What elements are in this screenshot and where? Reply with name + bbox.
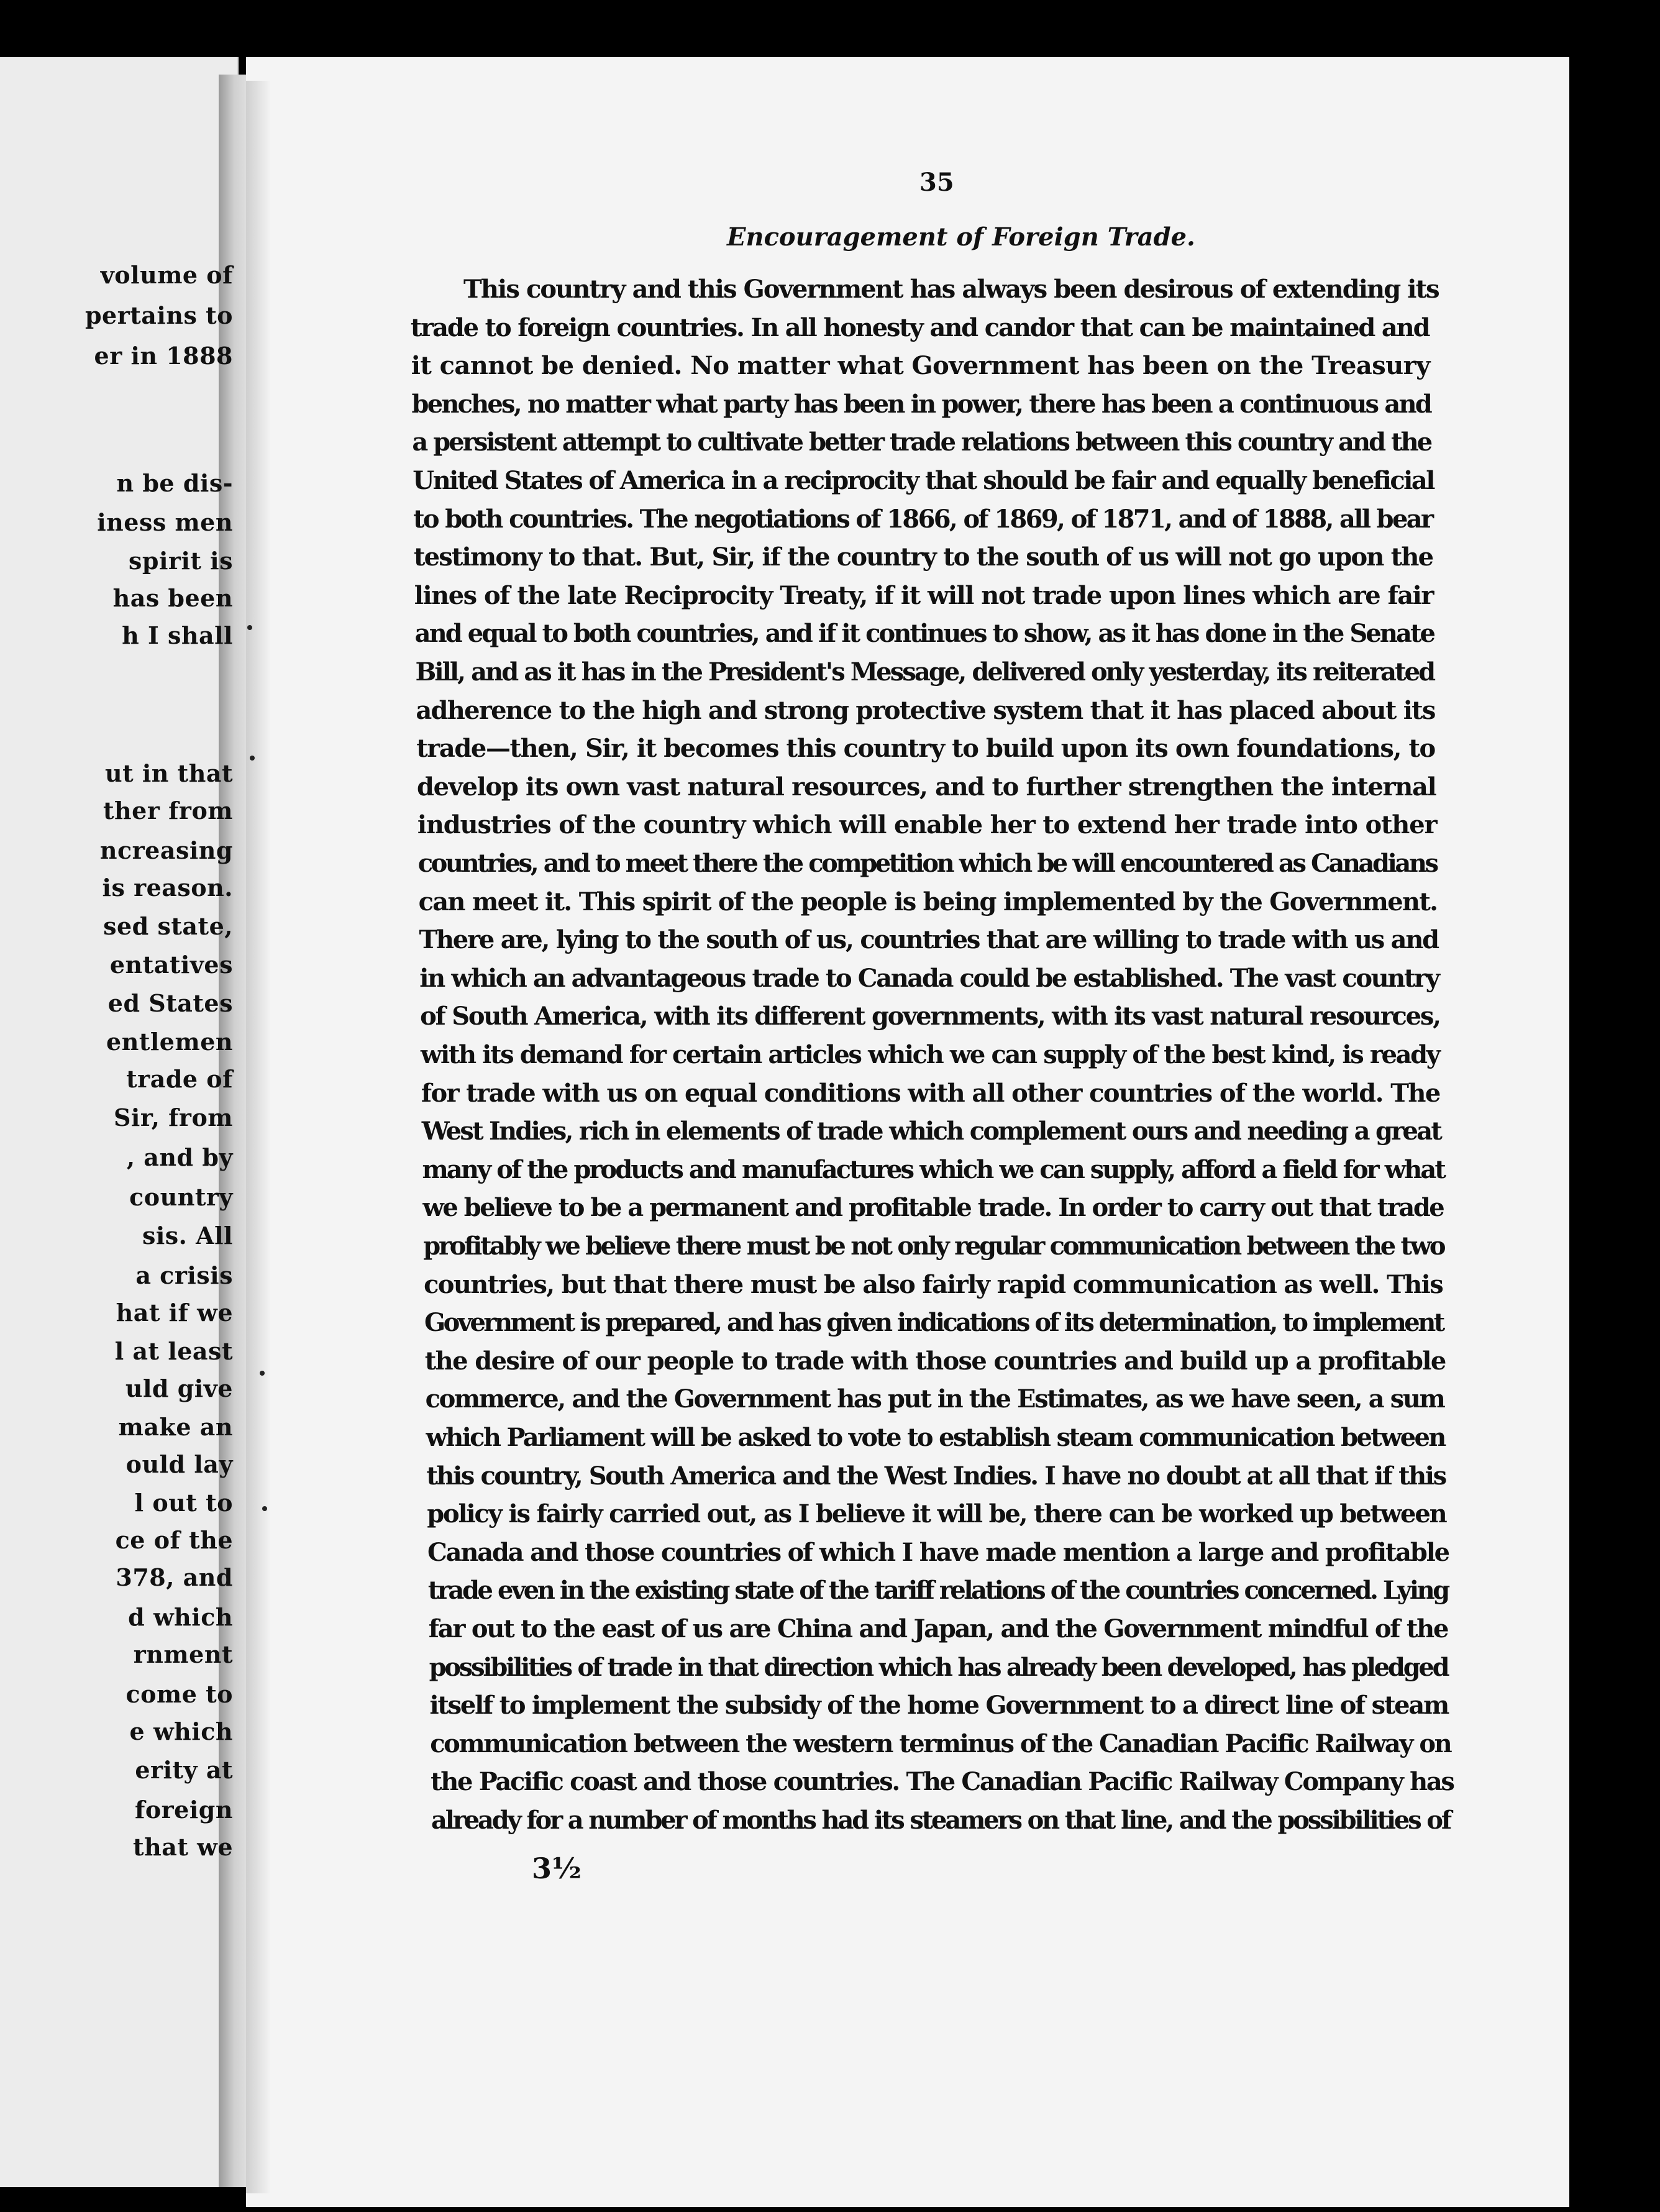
body-line: Canada and those countries of which I have made mention a large and profitable (427, 1537, 1449, 1567)
previous-page-line: ce of the (115, 1526, 233, 1554)
previous-page-line: is reason. (102, 874, 233, 902)
body-line: United States of America in a reciprocity that should be fair and equally beneficial (413, 466, 1434, 495)
body-line: Bill, and as it has in the President's Message, delivered only yesterday, its reiterated (415, 657, 1434, 687)
previous-page-line: Sir, from (113, 1104, 233, 1131)
binding-mark (262, 1506, 267, 1511)
previous-page-line: pertains to (84, 301, 233, 329)
previous-page-line: er in 1888 (94, 342, 233, 370)
body-line: which Parliament will be asked to vote to establish steam communication between (426, 1423, 1445, 1452)
body-line: of South America, with its different governments, with its vast natural resources, (420, 1002, 1440, 1031)
body-line: the desire of our people to trade with those countries and build up a profitable (424, 1346, 1446, 1376)
body-line: with its demand for certain articles which we can supply of the best kind, is ready (421, 1040, 1439, 1069)
previous-page-line: entatives (109, 951, 233, 979)
previous-page-line: e which (129, 1717, 233, 1745)
body-line: itself to implement the subsidy of the home Government to a direct line of steam (429, 1691, 1449, 1721)
previous-page-line: country (129, 1183, 233, 1211)
running-head: Encouragement of Foreign Trade. (727, 222, 1195, 252)
body-line: the Pacific coast and those countries. The Canadian Pacific Railway Company has (431, 1767, 1454, 1797)
binding-mark (247, 625, 252, 630)
body-line: benches, no matter what party has been in power, there has been a continuous and (411, 389, 1431, 419)
body-line: This country and this Government has always been desirous of extending its (463, 275, 1439, 304)
body-line: industries of the country which will enable her to extend her trade into other (417, 810, 1437, 840)
previous-page-line: make an (118, 1413, 233, 1441)
body-line: possibilities of trade in that direction which has already been developed, has pledged (429, 1652, 1448, 1682)
body-line: lines of the late Reciprocity Treaty, if it will not trade upon lines which are fair (414, 580, 1433, 610)
body-line: testimony to that. But, Sir, if the country to the south of us will not go upon the (413, 542, 1433, 572)
body-line: this country, South America and the West Indies. I have no doubt at all that if this (426, 1461, 1446, 1491)
previous-page-line: volume of (100, 261, 233, 289)
body-line: we believe to be a permanent and profitable trade. In order to carry out that trade (422, 1193, 1444, 1223)
previous-page-line: foreign (134, 1796, 233, 1824)
previous-page-line: trade of (126, 1065, 233, 1093)
previous-page-line: has been (112, 584, 233, 612)
body-line: in which an advantageous trade to Canada could be established. The vast country (419, 963, 1439, 993)
previous-page-line: l out to (134, 1489, 233, 1517)
previous-page-line: ed States (107, 989, 233, 1017)
body-line: and equal to both countries, and if it continues to show, as it has done in the Senate (414, 619, 1434, 649)
body-line: communication between the western terminus of the Canadian Pacific Railway on (430, 1729, 1451, 1758)
body-line: can meet it. This spirit of the people is being implemented by the Government. (418, 887, 1438, 916)
previous-page-line: d which (128, 1603, 233, 1631)
body-line: trade to foreign countries. In all honesty and candor that can be maintained and (410, 313, 1430, 342)
previous-page-line: l at least (114, 1337, 233, 1365)
signature-mark: 3½ (532, 1852, 581, 1885)
body-line: profitably we believe there must be not only regular communication between the two (423, 1232, 1444, 1261)
body-line: West Indies, rich in elements of trade which complement ours and needing a great (421, 1117, 1441, 1146)
previous-page-line: a crisis (135, 1261, 233, 1289)
previous-page-line: 378, and (116, 1563, 233, 1591)
previous-page-line: sed state, (103, 912, 233, 940)
body-line: many of the products and manufactures which we can supply, afford a field for what (422, 1154, 1444, 1184)
body-line: a persistent attempt to cultivate better trade relations between this country and the (412, 427, 1431, 457)
body-line: for trade with us on equal conditions with all other countries of the world. The (421, 1078, 1440, 1108)
body-line: policy is fairly carried out, as I believe it will be, there can be worked up between (427, 1499, 1446, 1529)
previous-page-line: iness men (97, 508, 233, 536)
previous-page-line: ncreasing (99, 836, 233, 864)
body-line: countries, and to meet there the competition which be will encountered as Canadians (417, 849, 1437, 878)
body-line: already for a number of months had its steamers on that line, and the possibilities of (431, 1806, 1450, 1835)
body-line: adherence to the high and strong protective system that it has placed about its (416, 695, 1435, 725)
previous-page-line: hat if we (116, 1299, 233, 1327)
page-shadow (246, 81, 271, 2193)
previous-page-line: h I shall (122, 621, 233, 649)
previous-page-line: rnment (133, 1640, 233, 1668)
previous-page-line: n be dis- (116, 469, 233, 497)
body-line: Government is prepared, and has given indications of its determination, to implement (424, 1308, 1443, 1338)
body-line: far out to the east of us are China and Japan, and the Government mindful of the (428, 1614, 1448, 1643)
body-line: commerce, and the Government has put in the Estimates, as we have seen, a sum (425, 1384, 1444, 1414)
previous-page-line: ould lay (125, 1450, 233, 1478)
body-line: trade even in the existing state of the tariff relations of the countries concerned. Lying (427, 1576, 1448, 1606)
previous-page-line: ther from (103, 797, 233, 825)
binding-mark (260, 1371, 265, 1376)
body-line: develop its own vast natural resources, and to further strengthen the internal (417, 772, 1436, 802)
binding-mark (250, 756, 255, 761)
previous-page-line: spirit is (129, 547, 233, 575)
previous-page-line: uld give (125, 1374, 233, 1402)
previous-page-line: ut in that (104, 759, 233, 787)
previous-page-line: that we (133, 1833, 233, 1861)
body-line: to both countries. The negotiations of 1866, of 1869, of 1871, and of 1888, all bear (413, 504, 1433, 534)
previous-page-line: sis. All (142, 1222, 233, 1250)
body-line: trade—then, Sir, it becomes this country to build upon its own foundations, to (416, 734, 1435, 764)
previous-page-line: erity at (135, 1756, 233, 1784)
previous-page-line: come to (125, 1680, 233, 1708)
previous-page-line: , and by (126, 1143, 233, 1171)
body-line: There are, lying to the south of us, countries that are willing to trade with us and (419, 925, 1438, 955)
previous-page-line: entlemen (106, 1028, 233, 1056)
page-number: 35 (919, 168, 954, 197)
body-line: it cannot be denied. No matter what Government has been on the Treasury (411, 351, 1430, 381)
body-line: countries, but that there must be also fairly rapid communication as well. This (424, 1269, 1443, 1299)
